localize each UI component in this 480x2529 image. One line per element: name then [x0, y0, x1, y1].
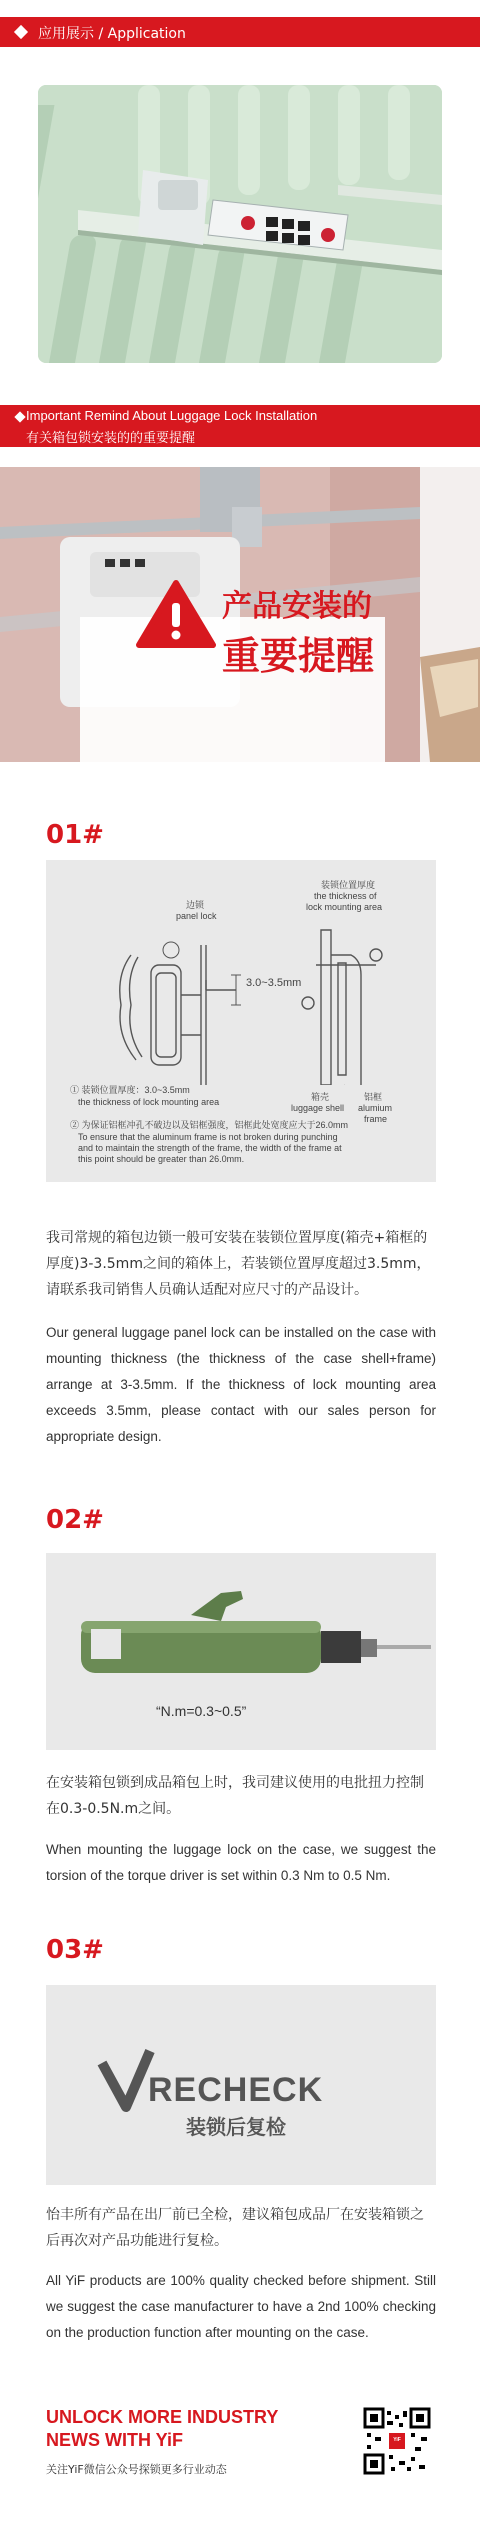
step3-image	[46, 1985, 436, 2185]
note1-en: the thickness of lock mounting area	[78, 1097, 220, 1107]
remind-title-cn: 有关箱包锁安装的的重要提醒	[26, 431, 196, 446]
step3-text-en: All YiF products are 100% quality checked before shipment. Still we suggest the case manufacturer to have a 2nd 100% checking on the production function after mounting on the case.	[46, 2273, 436, 2340]
step1-diagram	[46, 860, 436, 1182]
check-mark-icon	[96, 2045, 156, 2115]
diamond-bullet-icon	[14, 411, 25, 422]
step2-text-cn: 在安装箱包锁到成品箱包上时，我司建议使用的电批扭力控制在0.3-0.5N.m之间。	[46, 1775, 424, 1817]
label-frame-en1: alumium	[358, 1103, 393, 1113]
diamond-bullet-icon	[14, 25, 28, 39]
warning-icon	[136, 579, 216, 649]
label-panel-lock-cn: 边锁	[186, 900, 205, 910]
label-thickness-en2: lock mounting area	[306, 902, 383, 912]
application-photo	[38, 85, 442, 363]
step3-text-cn: 怡丰所有产品在出厂前已全检，建议箱包成品厂在安装箱锁之后再次对产品功能进行复检。	[46, 2207, 424, 2249]
label-thickness-en1: the thickness of	[314, 891, 377, 901]
footer-title-line1: UNLOCK MORE INDUSTRY	[46, 2407, 279, 2427]
note2-en2: and to maintain the strength of the frame, the width of the frame at	[78, 1143, 342, 1153]
label-frame-cn: 铝框	[364, 1092, 383, 1102]
remind-photo	[0, 467, 480, 762]
section-title: 应用展示 / Application	[38, 26, 186, 42]
qr-center-mark: YiF	[393, 2437, 401, 2443]
wechat-qr-code[interactable]	[363, 2407, 431, 2475]
step1-text-cn: 我司常规的箱包边锁一般可安装在装锁位置厚度(箱壳+箱框的厚度)3-3.5mm之间的箱体上，若装锁位置厚度超过3.5mm，请联系我司销售人员确认适配对应尺寸的产品设计。	[46, 1230, 431, 1298]
recheck-label-cn: 装锁后复检	[186, 2115, 286, 2139]
note2-cn: ② 为保证铝框冲孔不破边以及铝框强度，铝框此处宽度应大于26.0mm	[70, 1120, 349, 1130]
label-panel-lock-en: panel lock	[176, 911, 217, 921]
step3-number: 03#	[46, 1935, 104, 1965]
step1-text-en: Our general luggage panel lock can be installed on the case with mounting thickness (the thickness of the case shell+frame) arrange at 3-3.5mm. If the thickness of lock mounting area exceeds 3.5mm, please contact with our sales person for appropriate design.	[46, 1325, 436, 1444]
remind-badge-line2: 重要提醒	[222, 634, 375, 678]
note1-cn: ① 装锁位置厚度：3.0~3.5mm	[70, 1085, 190, 1095]
section-header-remind	[0, 405, 480, 447]
remind-title-en: Important Remind About Luggage Lock Installation	[26, 408, 318, 423]
mint-luggage-illustration	[38, 85, 442, 363]
note2-en3: this point should be greater than 26.0mm.	[78, 1154, 245, 1164]
torque-caption: “N.m=0.3~0.5”	[156, 1703, 247, 1719]
step2-number: 02#	[46, 1505, 104, 1535]
torque-driver-illustration	[61, 1563, 431, 1693]
recheck-label: RECHECK	[148, 2071, 324, 2109]
remind-badge-line1: 产品安装的	[222, 589, 372, 624]
footer-title-line2: NEWS WITH YiF	[46, 2430, 183, 2450]
note2-en1: To ensure that the aluminum frame is not broken during punching	[78, 1132, 338, 1142]
label-thickness-cn: 装锁位置厚度	[321, 880, 376, 890]
step2-image	[46, 1553, 436, 1750]
step2-text-en: When mounting the luggage lock on the case, we suggest the torsion of the torque driver is set within 0.3 Nm to 0.5 Nm.	[46, 1842, 436, 1883]
dimension-label: 3.0~3.5mm	[246, 977, 302, 989]
label-shell-cn: 箱壳	[311, 1092, 330, 1102]
footer-subtitle: 关注YiF微信公众号探锁更多行业动态	[46, 2463, 227, 2476]
label-frame-en2: frame	[364, 1114, 388, 1124]
label-shell-en: luggage shell	[291, 1103, 345, 1113]
step1-number: 01#	[46, 820, 104, 850]
section-header-application	[0, 17, 480, 47]
